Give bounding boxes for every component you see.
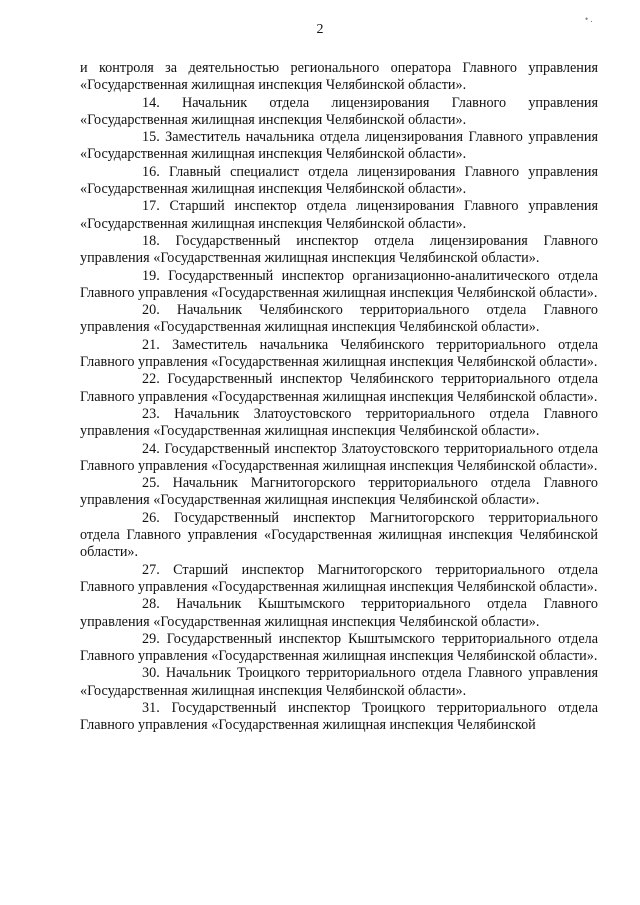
list-item-18: 18. Государственный инспектор отдела лицензирования Главного управления «Государственная жилищная инспекция Челябинской области». — [80, 232, 598, 267]
list-item-17: 17. Старший инспектор отдела лицензирования Главного управления «Государственная жилищная инспекция Челябинской области». — [80, 198, 598, 232]
paragraph-continuation: и контроля за деятельностью регионального оператора Главного управления «Государственная жилищная инспекция Челябинской области». — [80, 60, 598, 94]
list-item-26: 26. Государственный инспектор Магнитогорского территориального отдела Главного управления «Государственная жилищная инспекция Челябинской области». — [80, 509, 598, 561]
document-body — [80, 60, 598, 735]
scan-artifact-mark: • . — [585, 14, 593, 24]
list-item-16: 16. Главный специалист отдела лицензирования Главного управления «Государственная жилищная инспекция Челябинской области». — [80, 163, 598, 198]
list-item-19: 19. Государственный инспектор организационно-аналитического отдела Главного управления «Государственная жилищная инспекция Челябинской области». — [80, 267, 598, 301]
list-item-30: 30. Начальник Троицкого территориального отдела Главного управления «Государственная жилищная инспекция Челябинской области». — [80, 665, 598, 699]
list-item-25: 25. Начальник Магнитогорского территориального отдела Главного управления «Государственная жилищная инспекция Челябинской области». — [80, 475, 598, 509]
list-item-15: 15. Заместитель начальника отдела лицензирования Главного управления «Государственная жилищная инспекция Челябинской области». — [80, 129, 598, 163]
list-item-27: 27. Старший инспектор Магнитогорского территориального отдела Главного управления «Государственная жилищная инспекция Челябинской области». — [80, 561, 598, 595]
list-item-23: 23. Начальник Златоустовского территориального отдела Главного управления «Государственная жилищная инспекция Челябинской области». — [80, 405, 598, 440]
list-item-14: 14. Начальник отдела лицензирования Главного управления «Государственная жилищная инспекция Челябинской области». — [80, 94, 598, 128]
list-item-24: 24. Государственный инспектор Златоустовского территориального отдела Главного управления «Государственная жилищная инспекция Челябинской области». — [80, 440, 598, 474]
list-item-22: 22. Государственный инспектор Челябинского территориального отдела Главного управления «Государственная жилищная инспекция Челябинской области». — [80, 371, 598, 405]
page-number: 2 — [316, 22, 324, 37]
list-item-21: 21. Заместитель начальника Челябинского территориального отдела Главного управления «Государственная жилищная инспекция Челябинской области». — [80, 336, 598, 371]
list-item-28: 28. Начальник Кыштымского территориального отдела Главного управления «Государственная жилищная инспекция Челябинской области». — [80, 596, 598, 630]
list-item-29: 29. Государственный инспектор Кыштымского территориального отдела Главного управления «Государственная жилищная инспекция Челябинской области». — [80, 630, 598, 665]
list-item-31: 31. Государственный инспектор Троицкого территориального отдела Главного управления «Государственная жилищная инспекция Челябинской — [80, 699, 598, 734]
list-item-20: 20. Начальник Челябинского территориального отдела Главного управления «Государственная жилищная инспекция Челябинской области». — [80, 302, 598, 336]
